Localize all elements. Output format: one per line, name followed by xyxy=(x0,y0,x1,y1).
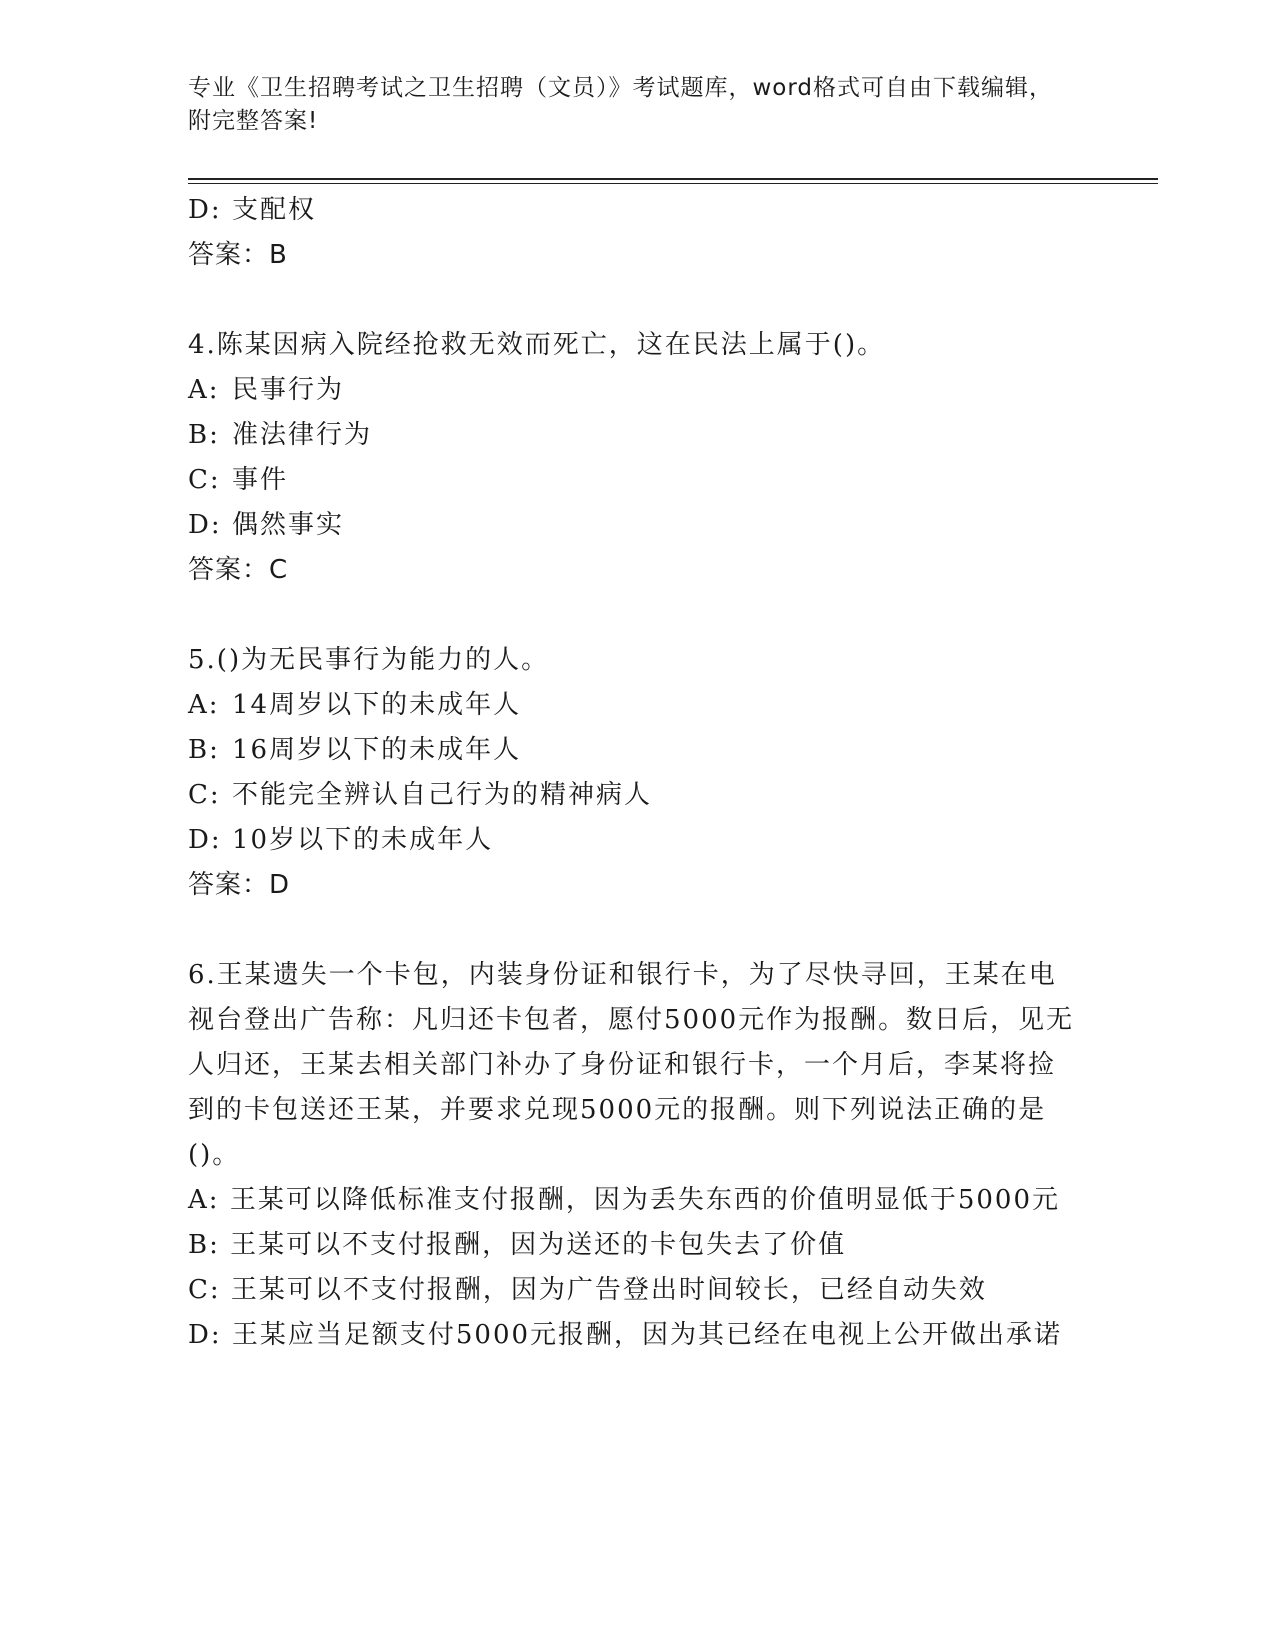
option-label: A: xyxy=(188,1185,220,1215)
option-line xyxy=(188,458,1078,503)
spacer xyxy=(188,908,1078,953)
option-label: B: xyxy=(188,735,220,765)
spacer xyxy=(188,278,1078,323)
answer-line: 答案：C xyxy=(188,555,289,585)
option-label: C: xyxy=(188,780,221,810)
answer-line: 答案：D xyxy=(188,870,291,900)
answer-line: 答案：B xyxy=(188,240,288,270)
option-label: B: xyxy=(188,1230,220,1260)
option-label: C: xyxy=(188,1275,221,1305)
option-text: 王某应当足额支付5000元报酬，因为其已经在电视上公开做出承诺 xyxy=(231,1320,1063,1350)
option-line xyxy=(188,188,1078,233)
question-content xyxy=(188,188,1078,1358)
question-stem: 4.陈某因病入院经抢救无效而死亡，这在民法上属于()。 xyxy=(188,330,886,360)
option-text: 14周岁以下的未成年人 xyxy=(232,690,522,720)
option-text: 准法律行为 xyxy=(232,420,373,450)
option-text: 王某可以不支付报酬，因为送还的卡包失去了价值 xyxy=(230,1230,847,1260)
option-line xyxy=(188,683,1078,728)
question-stem: 5.()为无民事行为能力的人。 xyxy=(188,645,550,675)
option-label: D: xyxy=(188,825,222,855)
option-line xyxy=(188,1313,1078,1358)
option-line xyxy=(188,728,1078,773)
option-label: B: xyxy=(188,420,220,450)
spacer xyxy=(188,593,1078,638)
option-text: 16周岁以下的未成年人 xyxy=(232,735,522,765)
option-line xyxy=(188,368,1078,413)
option-line xyxy=(188,413,1078,458)
option-label: D: xyxy=(188,1320,222,1350)
option-text: 偶然事实 xyxy=(232,510,345,540)
option-text: 王某可以不支付报酬，因为广告登出时间较长，已经自动失效 xyxy=(230,1275,987,1305)
option-line xyxy=(188,818,1078,863)
option-label: D: xyxy=(188,195,222,225)
option-label: A: xyxy=(188,375,220,405)
page-header: 专业《卫生招聘考试之卫生招聘（文员）》考试题库，word格式可自由下载编辑，附完整答案! xyxy=(188,75,1054,134)
option-text: 民事行为 xyxy=(232,375,345,405)
option-line xyxy=(188,503,1078,548)
option-line xyxy=(188,1268,1078,1313)
option-label: D: xyxy=(188,510,222,540)
option-line xyxy=(188,1178,1078,1223)
option-text: 10岁以下的未成年人 xyxy=(232,825,494,855)
option-line xyxy=(188,773,1078,818)
option-text: 王某可以降低标准支付报酬，因为丢失东西的价值明显低于5000元 xyxy=(229,1185,1060,1215)
option-label: A: xyxy=(188,690,220,720)
option-text: 支配权 xyxy=(232,195,317,225)
header-divider-thick xyxy=(188,178,1158,180)
question-stem: 6.王某遗失一个卡包，内装身份证和银行卡，为了尽快寻回，王某在电视台登出广告称：凡归还卡包者，愿付5000元作为报酬。数日后，见无人归还，王某去相关部门补办了身份证和银行卡，一个月后，李某将捡到的卡包送还王某，并要求兑现5000元的报酬。则下列说法正确的是()。 xyxy=(188,960,1075,1170)
option-label: C: xyxy=(188,465,221,495)
option-line xyxy=(188,1223,1078,1268)
header-divider-thin xyxy=(188,183,1158,184)
option-text: 不能完全辨认自己行为的精神病人 xyxy=(232,780,653,810)
option-text: 事件 xyxy=(232,465,289,495)
